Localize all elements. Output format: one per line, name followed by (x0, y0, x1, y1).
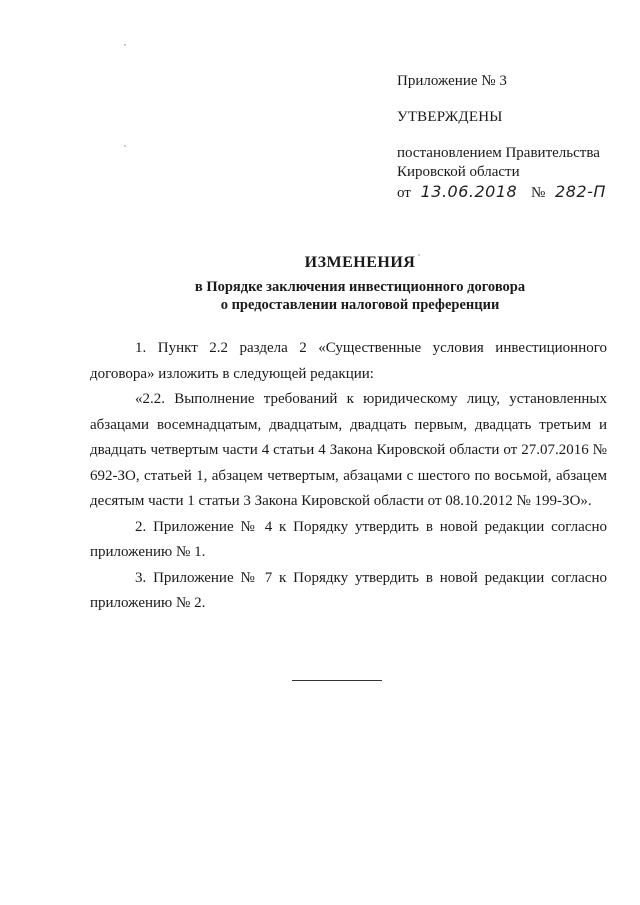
paragraph-2: «2.2. Выполнение требований к юридическому лицу, установленных абзацами восемнадцатым, двадцатым, двадцать первым, двадцать третьим и двадцать четвертым части 4 статьи 4 Закона Кировской области от 27.07.2016 № 692-ЗО, статьей 1, абзацем четвертым, абзацами с шестого по восьмой, абзацем десятым части 1 статьи 3 Закона Кировской области от 08.10.2012 № 199-ЗО». (90, 391, 607, 509)
end-separator-line (292, 680, 382, 681)
document-body (90, 336, 607, 617)
scan-speck (124, 44, 126, 46)
decree-date-number (397, 182, 617, 203)
decree-line-1: постановлением Правительства (397, 145, 600, 161)
decree-line-2: Кировской области (397, 164, 520, 180)
title-block (120, 254, 600, 314)
document-subtitle-line-1: в Порядке заключения инвестиционного договора (194, 279, 526, 295)
scan-speck (124, 145, 126, 147)
paragraph-1: 1. Пункт 2.2 раздела 2 «Существенные условия инвестиционного договора» изложить в следующей редакции: (90, 340, 607, 382)
appendix-label: Приложение № 3 (397, 73, 507, 89)
number-label: № (530, 185, 546, 201)
scan-speck (418, 254, 420, 256)
approved-label: УТВЕРЖДЕНЫ (397, 109, 503, 125)
document-title: ИЗМЕНЕНИЯ (304, 254, 416, 271)
handwritten-number: 282-П (555, 182, 606, 201)
date-prefix: от (397, 185, 411, 201)
approval-stamp-block (397, 72, 617, 203)
paragraph-3: 2. Приложение № 4 к Порядку утвердить в новой редакции согласно приложению № 1. (90, 518, 607, 560)
document-subtitle-line-2: о предоставлении налоговой преференции (220, 297, 500, 313)
handwritten-date: 13.06.2018 (420, 182, 518, 201)
paragraph-4: 3. Приложение № 7 к Порядку утвердить в новой редакции согласно приложению № 2. (90, 569, 607, 611)
